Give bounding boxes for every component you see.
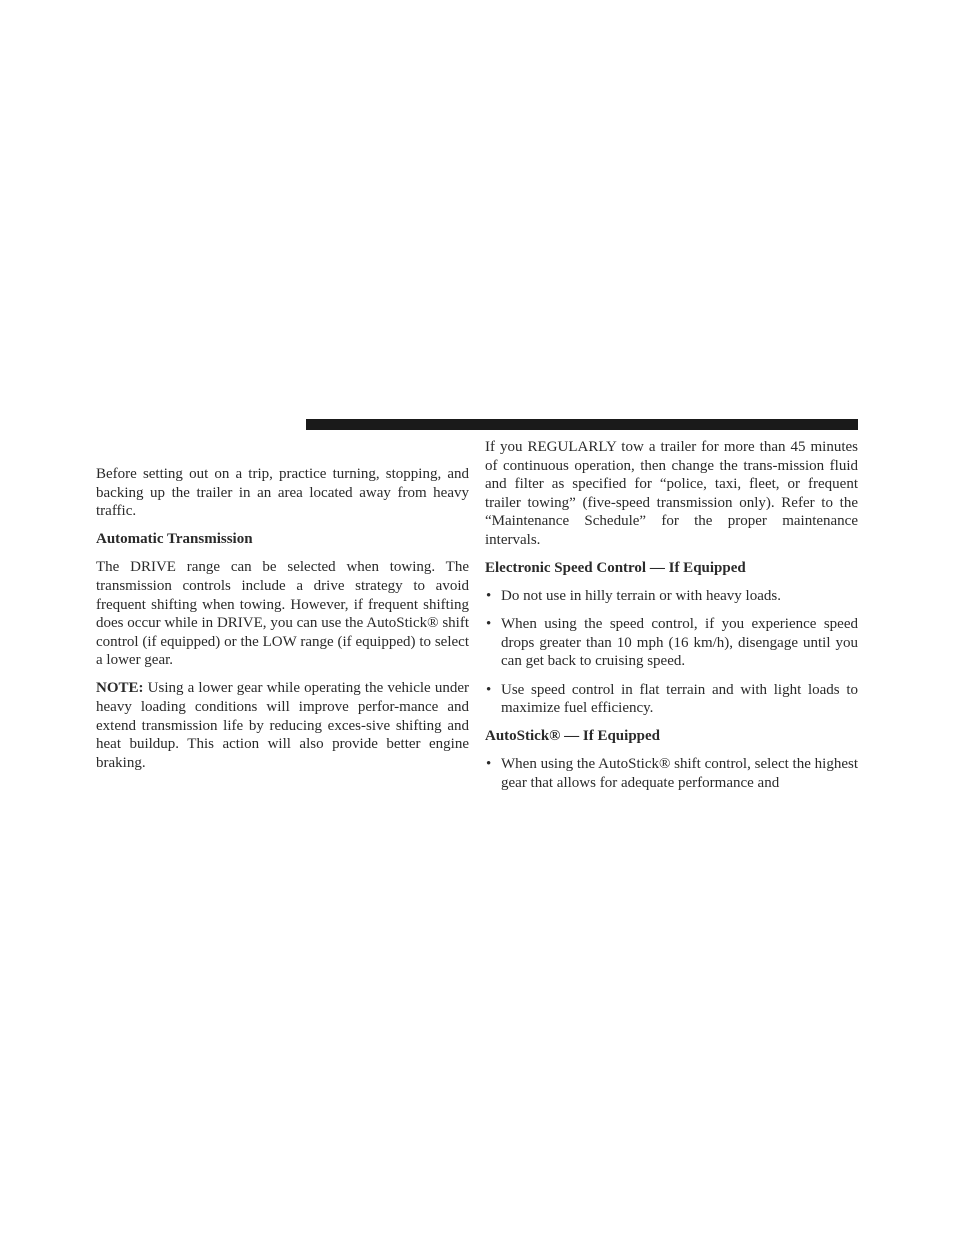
maintenance-paragraph: If you REGULARLY tow a trailer for more than 45 minutes of continuous operation, then change the trans-mission fluid and filter as specified for “police, taxi, fleet, or frequent trailer towing” (five-speed transmission only). Refer to the “Maintenance Schedule” for the proper maintenance intervals. bbox=[485, 439, 858, 548]
autostick-list bbox=[485, 755, 858, 792]
bullet-icon: • bbox=[486, 616, 492, 633]
left-column bbox=[96, 465, 469, 782]
autostick-heading: AutoStick® — If Equipped bbox=[485, 728, 661, 745]
header-rule-bar bbox=[306, 419, 858, 430]
list-item-text: Use speed control in flat terrain and with light loads to maximize fuel efficiency. bbox=[501, 681, 858, 717]
note-label: NOTE: bbox=[96, 680, 144, 697]
speed-control-heading: Electronic Speed Control — If Equipped bbox=[485, 560, 746, 577]
note-text: Using a lower gear while operating the vehicle under heavy loading conditions will improve perfor-mance and extend transmission life by reducing exces-sive shifting and heat buildup. This action will also provide better engine braking. bbox=[96, 680, 469, 771]
intro-paragraph: Before setting out on a trip, practice turning, stopping, and backing up the trailer in an area located away from heavy traffic. bbox=[96, 466, 469, 520]
list-item bbox=[485, 681, 858, 718]
automatic-transmission-paragraph: The DRIVE range can be selected when towing. The transmission controls include a drive strategy to avoid frequent shifting when towing. However, if frequent shifting does occur while in DRIVE, you can use the AutoStick® shift control (if equipped) or the LOW range (if equipped) to select a lower gear. bbox=[96, 559, 469, 669]
automatic-transmission-heading: Automatic Transmission bbox=[96, 531, 253, 548]
right-column bbox=[485, 438, 858, 802]
bullet-icon: • bbox=[486, 588, 492, 605]
speed-control-list bbox=[485, 587, 858, 718]
note-paragraph bbox=[96, 679, 469, 772]
bullet-icon: • bbox=[486, 681, 492, 698]
list-item-text: When using the speed control, if you experience speed drops greater than 10 mph (16 km/h), disengage until you can get back to cruising speed. bbox=[501, 616, 858, 670]
list-item-text: Do not use in hilly terrain or with heavy loads. bbox=[501, 588, 781, 605]
bullet-icon: • bbox=[486, 756, 492, 773]
list-item bbox=[485, 615, 858, 671]
list-item bbox=[485, 755, 858, 792]
list-item-text: When using the AutoStick® shift control, select the highest gear that allows for adequate performance and bbox=[501, 756, 858, 791]
list-item bbox=[485, 587, 858, 606]
